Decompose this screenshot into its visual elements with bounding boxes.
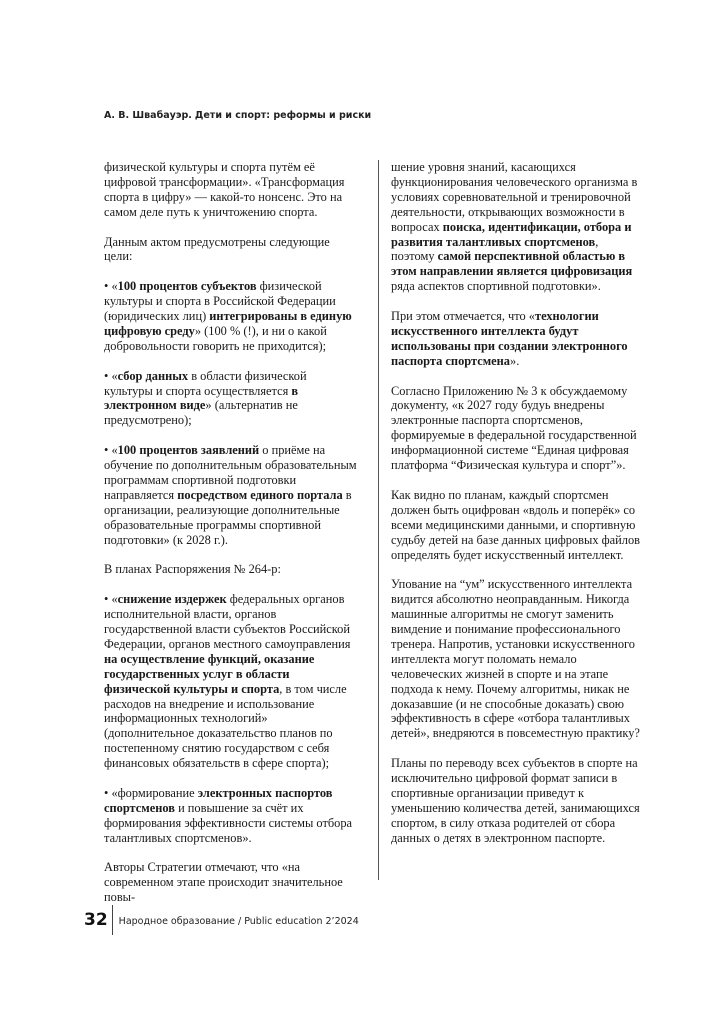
- bold-text: интегрированы в единую цифровую среду: [104, 309, 352, 338]
- text-run: ряда аспектов спортивной подготовки».: [391, 279, 601, 294]
- paragraph: [391, 309, 641, 369]
- text-run: Данным актом предусмотрены следующие цели:: [104, 234, 330, 264]
- right-column: [391, 160, 641, 846]
- bullet-item: [104, 369, 358, 429]
- bold-text: в электронном виде: [104, 383, 299, 413]
- paragraph: [104, 160, 358, 220]
- bullet-item: [104, 786, 358, 846]
- page-footer: [84, 904, 359, 936]
- bold-text: электронных паспортов спортсменов: [104, 785, 333, 815]
- paragraph: [391, 756, 641, 845]
- text-run: в области физической культуры и спорта осуществляется: [104, 368, 307, 398]
- text-run: физической культуры и спорта в Российской Федерации (юридических лиц): [104, 279, 336, 324]
- text-run: Согласно Приложению № 3 к обсуждаемому документу, «к 2027 году будуь внедрены электронные паспорта спортсменов, формируемые в федеральной государственной информационной системе “Единая цифровая платформа “Физическая культура и спорт”».: [391, 383, 637, 473]
- running-header: [104, 110, 371, 121]
- bold-text: сбор данных: [117, 368, 189, 383]
- text-run: Упование на “ум” искусственного интеллекта видится абсолютно неоправданным. Никогда машинные алгоритмы не смогут заменить вимдение и понимание профессионального тренера. Напротив, установки искусственного интеллекта могут поломать немало человеческих жизней в спорте и на этапе подхода к нему. Почему алгоритмы, никак не доказавшие (и не способные доказать) свою эффективность в сфере «отбора талантливых детей», внедряются в повсеместную практику?: [391, 577, 640, 741]
- text-run: При этом отмечается, что «: [391, 309, 535, 324]
- text-run: «формирование: [111, 785, 198, 800]
- header-title: Дети и спорт: реформы и риски: [194, 110, 372, 121]
- text-run: , поэтому: [391, 234, 599, 264]
- paragraph: [104, 562, 358, 577]
- text-run: о приёме на обучение по дополнительным образовательным программам спортивной подготовки направляется: [104, 443, 357, 502]
- text-run: ».: [510, 353, 520, 368]
- text-run: , в том числе расходов на внедрение и использование информационных технологий» (дополнительное доказательство планов по постепенному снятию государством с себя финансовых обязательств в сфере спорта);: [104, 681, 347, 771]
- bold-text: снижение издержек: [117, 592, 227, 607]
- page-number: 32: [84, 910, 108, 930]
- header-author: А. В. Швабауэр.: [104, 110, 192, 121]
- paragraph: [104, 235, 358, 265]
- text-run: Планы по переводу всех субъектов в спорте на исключительно цифровой формат записи в спортивные организации приведут к уменьшению количества детей, занимающихся спортом, в силу отказа родителей от сбора данных о детях в электронном паспорте.: [391, 756, 640, 845]
- bold-text: технологии искусственного интеллекта будут использованы при создании электронного паспорта спортсмена: [391, 309, 628, 368]
- text-run: » (100 % (!), и ни о какой добровольности говорить не приходится);: [104, 323, 327, 353]
- paragraph: [391, 384, 641, 473]
- paragraph: [104, 860, 358, 905]
- paragraph: [391, 577, 641, 741]
- text-run: «: [111, 592, 118, 607]
- text-run: физической культуры и спорта путём её цифровой трансформации». «Трансформация спорта в цифру» — какой-то нонсенс. Это на самом деле путь к уничтожению спорта.: [104, 160, 345, 219]
- text-run: федеральных органов исполнительной власти, органов государственной власти субъектов Российской Федерации, органов местного самоуправления: [104, 592, 351, 651]
- text-run: «: [111, 443, 118, 458]
- paragraph: [391, 160, 641, 294]
- text-run: шение уровня знаний, касающихся функционирования человеческого организма в условиях соревновательной и тренировочной деятельности, открывающих возможности в вопросах: [391, 160, 638, 234]
- bold-text: 100 процентов заявлений: [117, 443, 260, 458]
- bullet-item: [104, 279, 358, 354]
- column-divider: [378, 160, 379, 880]
- bold-text: поиска, идентификации, отбора и развития талантливых спортсменов: [391, 219, 632, 249]
- text-run: и повышение за счёт их формирования эффективности системы отбора талантливых спортсменов».: [104, 800, 353, 845]
- left-column: [104, 160, 358, 905]
- text-run: «: [111, 368, 118, 383]
- bullet-item: [104, 443, 358, 547]
- text-run: В планах Распоряжения № 264-р:: [104, 562, 281, 577]
- footer-divider: [112, 905, 113, 935]
- bold-text: самой перспективной областью в этом направлении является цифровизация: [391, 249, 633, 279]
- text-run: » (альтернатив не предусмотрено);: [104, 398, 298, 428]
- paragraph: [391, 488, 641, 563]
- text-run: «: [111, 279, 118, 294]
- text-run: в организации, реализующие дополнительные образовательные программы спортивной подготовки» (к 2028 г.).: [104, 487, 352, 547]
- bullet-item: [104, 592, 358, 771]
- bold-text: на осуществление функций, оказание государственных услуг в области физической культуры и спорта: [104, 651, 315, 696]
- bold-text: 100 процентов субъектов: [117, 279, 257, 294]
- text-run: Авторы Стратегии отмечают, что «на современном этапе происходит значительное повы-: [104, 860, 343, 905]
- bold-text: посредством единого портала: [177, 487, 343, 502]
- journal-name: Народное образование / Public education 2’2024: [118, 915, 359, 927]
- text-run: Как видно по планам, каждый спортсмен должен быть оцифрован «вдоль и поперёк» со всеми медицинскими данными, и спортивную судьбу детей на базе данных цифровых файлов определять будет искусственный интеллект.: [391, 487, 641, 562]
